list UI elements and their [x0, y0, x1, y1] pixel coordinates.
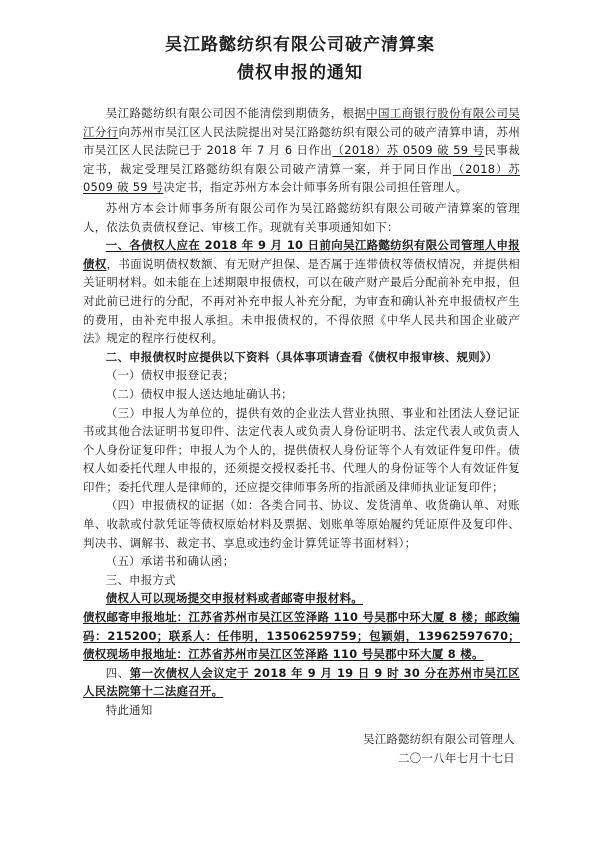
section-2-item-4: （四）申报债权的证据（如：各类合同书、协议、发货清单、收货确认单、对账单、收款或付款凭证等债权原始材料及票据、划账单等原始履约凭证原件及复印件、判决书、调解书、裁定书、享息或违约金计算凭证等书面材料）； — [83, 498, 520, 550]
document-title: 吴江路懿纺织有限公司破产清算案 — [165, 35, 435, 55]
closing-text: 特此通知 — [105, 703, 153, 717]
document-subtitle: 债权申报的通知 — [237, 63, 363, 83]
mailing-address: 江苏省苏州市吴江区笠泽路 110 号吴郡中环大厦 8 楼；邮政编码：215200；联系人：任伟明，13506259759；包颖娟，13962597670；债权现场申报地址：江苏省苏州市吴江区笠泽路 110 号吴郡中环大厦 8 楼。 — [83, 610, 520, 662]
mailing-address-paragraph — [83, 608, 520, 664]
administrator-paragraph: 苏州方本会计师事务所有限公司作为吴江路懿纺织有限公司破产清算案的管理人，依法负责债权登记、审核工作。现就有关事项通知如下： — [83, 200, 520, 234]
document-body — [83, 104, 520, 720]
section-4-number: 四、 — [105, 665, 130, 680]
section-2-item-5: （五）承诺书和确认函； — [105, 554, 235, 569]
case-number-ruling: （2018）苏 0509 破 59 号 — [332, 143, 485, 158]
mailing-address-label: 债权邮寄申报地址： — [83, 610, 189, 625]
creditors-meeting: 第一次债权人会议定于 2018 年 9 月 19 日 9 时 30 分在苏州市吴江区人民法院第十二法庭召开。 — [83, 665, 521, 699]
section-1-paragraph — [83, 236, 520, 348]
applicant-bank: 中国工商银行股份有限公司吴江分行 — [83, 106, 520, 139]
intro-text-a: 吴江路懿纺织有限公司因不能清偿到期债务，根据 — [105, 106, 367, 120]
section-2-heading: 二、申报债权时应提供以下资料（具体事项请查看《债权申报审核、规则》） — [105, 349, 498, 364]
intro-text-d: 决定书，指定苏州方本会计师事务所有限公司担任管理人。 — [163, 180, 468, 195]
section-2-item-3: （三）申报人为单位的，提供有效的企业法人营业执照、事业和社团法人登记证书或其他合法证明书复印件、法定代表人或负责人身份证明书、法定代表人或负责人个人身份证复印件；申报人为个人的，提供债权人身份证等个人有效证件复印件。债权人如委托代理人申报的，还须提交授权委托书、代理人的身份证等个人有效证件复印件；委托代理人是律师的，还应提交律师事务所的指派函及律师执业证复印件； — [83, 405, 520, 494]
intro-text-c: 民事裁定书，裁定受理吴江路懿纺织有限公司破产清算一案，并于同日作出 — [83, 143, 521, 176]
signature-org: 吴江路懿纺织有限公司管理人 — [363, 732, 515, 746]
case-number-decision: （2018）苏 0509 破 59 号 — [83, 161, 520, 195]
section-2-item-1: （一）债权申报登记表； — [105, 368, 235, 383]
section-3-heading: 三、申报方式 — [105, 572, 176, 587]
section-4-paragraph — [83, 664, 520, 701]
section-2-item-2: （二）债权申报人送达地址确认书； — [105, 386, 293, 401]
section-1-text: ，书面说明债权数额、有无财产担保、是否属于连带债权等债权情况，并提供相关证明材料。如未能在上述期限申报债权，可以在破产财产最后分配前补充申报，但对此前已进行的分配，不再对补充申报人补充分配，为审查和确认补充申报债权产生的费用，由补充申报人承担。未申报债权的，不得依照《中华人民共和国企业破产法》规定的程序行使权利。 — [83, 256, 520, 346]
submission-methods: 债权人可以现场提交申报材料或者邮寄申报材料。 — [105, 591, 363, 606]
claim-deadline: 一、各债权人应在 2018 年 9 月 10 日前向吴江路懿纺织有限公司管理人申报债权 — [83, 238, 520, 271]
intro-paragraph — [83, 104, 520, 197]
intro-text-b: 向苏州市吴江区人民法院提出对吴江路懿纺织有限公司的破产清算申请，苏州市吴江区人民法院已于 2018 年 7 月 6 日作出 — [83, 124, 521, 158]
signature-date: 二〇一八年七月十七日 — [398, 751, 515, 765]
